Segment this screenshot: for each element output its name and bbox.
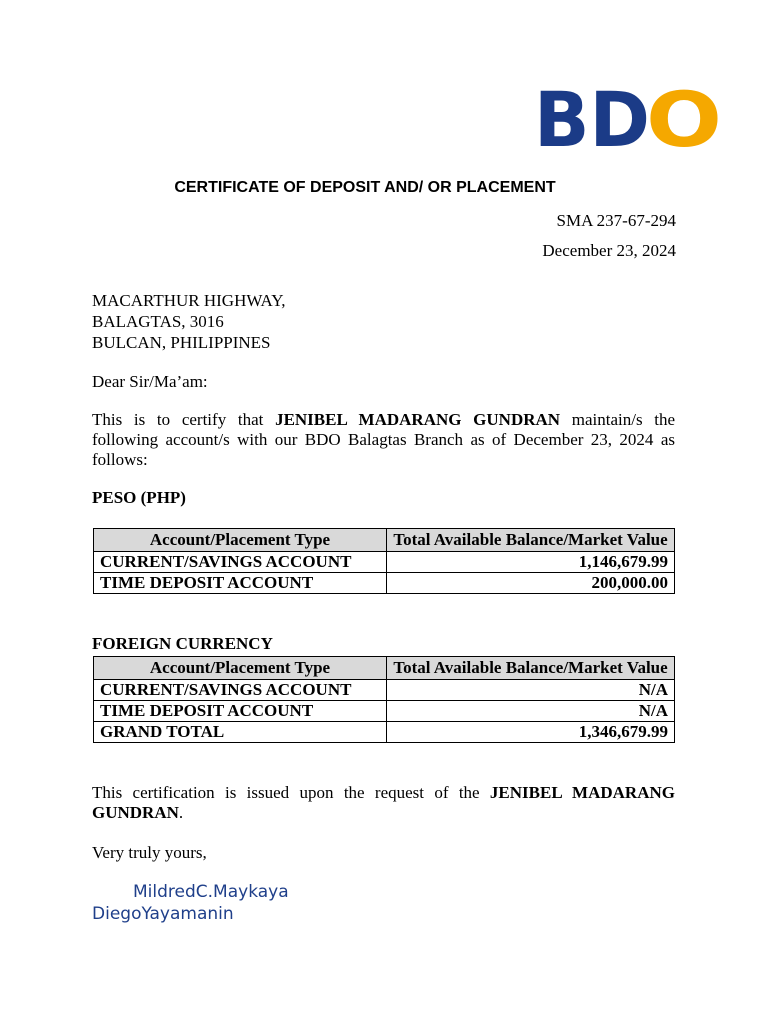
table-header-row xyxy=(94,657,675,680)
balance-cell: 200,000.00 xyxy=(387,573,675,594)
column-header-balance: Total Available Balance/Market Value xyxy=(387,657,675,680)
balance-cell: 1,146,679.99 xyxy=(387,552,675,573)
table-header-row xyxy=(94,529,675,552)
intro-text-after: maintain/s the following account/s with our BDO Balagtas Branch as of December 23, 2024 as follows: xyxy=(92,410,676,469)
bdo-logo-mark xyxy=(534,86,722,152)
logo-letters-bd: BD xyxy=(534,86,653,152)
requester-name: JENIBEL MADARANG GUNDRAN xyxy=(92,783,675,822)
signature-block xyxy=(92,881,289,925)
account-type-cell: CURRENT/SAVINGS ACCOUNT xyxy=(94,680,387,701)
reference-number: SMA 237-67-294 xyxy=(556,211,676,230)
document-date: December 23, 2024 xyxy=(542,241,676,260)
address-line: BULCAN, PHILIPPINES xyxy=(92,333,271,352)
address-block xyxy=(92,290,286,353)
closing-text-before: This certification is issued upon the request of the xyxy=(92,783,490,802)
account-type-cell: CURRENT/SAVINGS ACCOUNT xyxy=(94,552,387,573)
balance-cell: N/A xyxy=(387,701,675,722)
closing-text-after: . xyxy=(178,803,184,822)
peso-section-label: PESO (PHP) xyxy=(92,488,186,507)
logo-letter-o: O xyxy=(646,86,722,152)
table-row xyxy=(94,573,675,594)
grand-total-label: GRAND TOTAL xyxy=(94,722,387,743)
peso-accounts-table xyxy=(93,528,675,594)
account-type-cell: TIME DEPOSIT ACCOUNT xyxy=(94,573,387,594)
table-row xyxy=(94,552,675,573)
valediction: Very truly yours, xyxy=(92,843,207,862)
bdo-logo xyxy=(534,86,722,152)
grand-total-value: 1,346,679.99 xyxy=(387,722,675,743)
signature-line-2: DiegoYayamanin xyxy=(92,904,234,924)
certification-paragraph xyxy=(92,783,675,823)
account-type-cell: TIME DEPOSIT ACCOUNT xyxy=(94,701,387,722)
intro-paragraph xyxy=(92,410,675,470)
grand-total-row xyxy=(94,722,675,743)
address-line: BALAGTAS, 3016 xyxy=(92,312,224,331)
signature-line-1: MildredC.Maykaya xyxy=(133,882,289,902)
column-header-balance: Total Available Balance/Market Value xyxy=(387,529,675,552)
salutation: Dear Sir/Ma’am: xyxy=(92,372,208,391)
account-holder-name: JENIBEL MADARANG GUNDRAN xyxy=(275,410,561,429)
document-title: CERTIFICATE OF DEPOSIT AND/ OR PLACEMENT xyxy=(174,179,556,196)
balance-cell: N/A xyxy=(387,680,675,701)
column-header-type: Account/Placement Type xyxy=(94,529,387,552)
intro-text-before: This is to certify that xyxy=(92,410,276,429)
table-row xyxy=(94,680,675,701)
table-row xyxy=(94,701,675,722)
address-line: MACARTHUR HIGHWAY, xyxy=(92,291,286,310)
column-header-type: Account/Placement Type xyxy=(94,657,387,680)
foreign-currency-section-label: FOREIGN CURRENCY xyxy=(92,634,273,653)
foreign-accounts-table xyxy=(93,656,675,743)
